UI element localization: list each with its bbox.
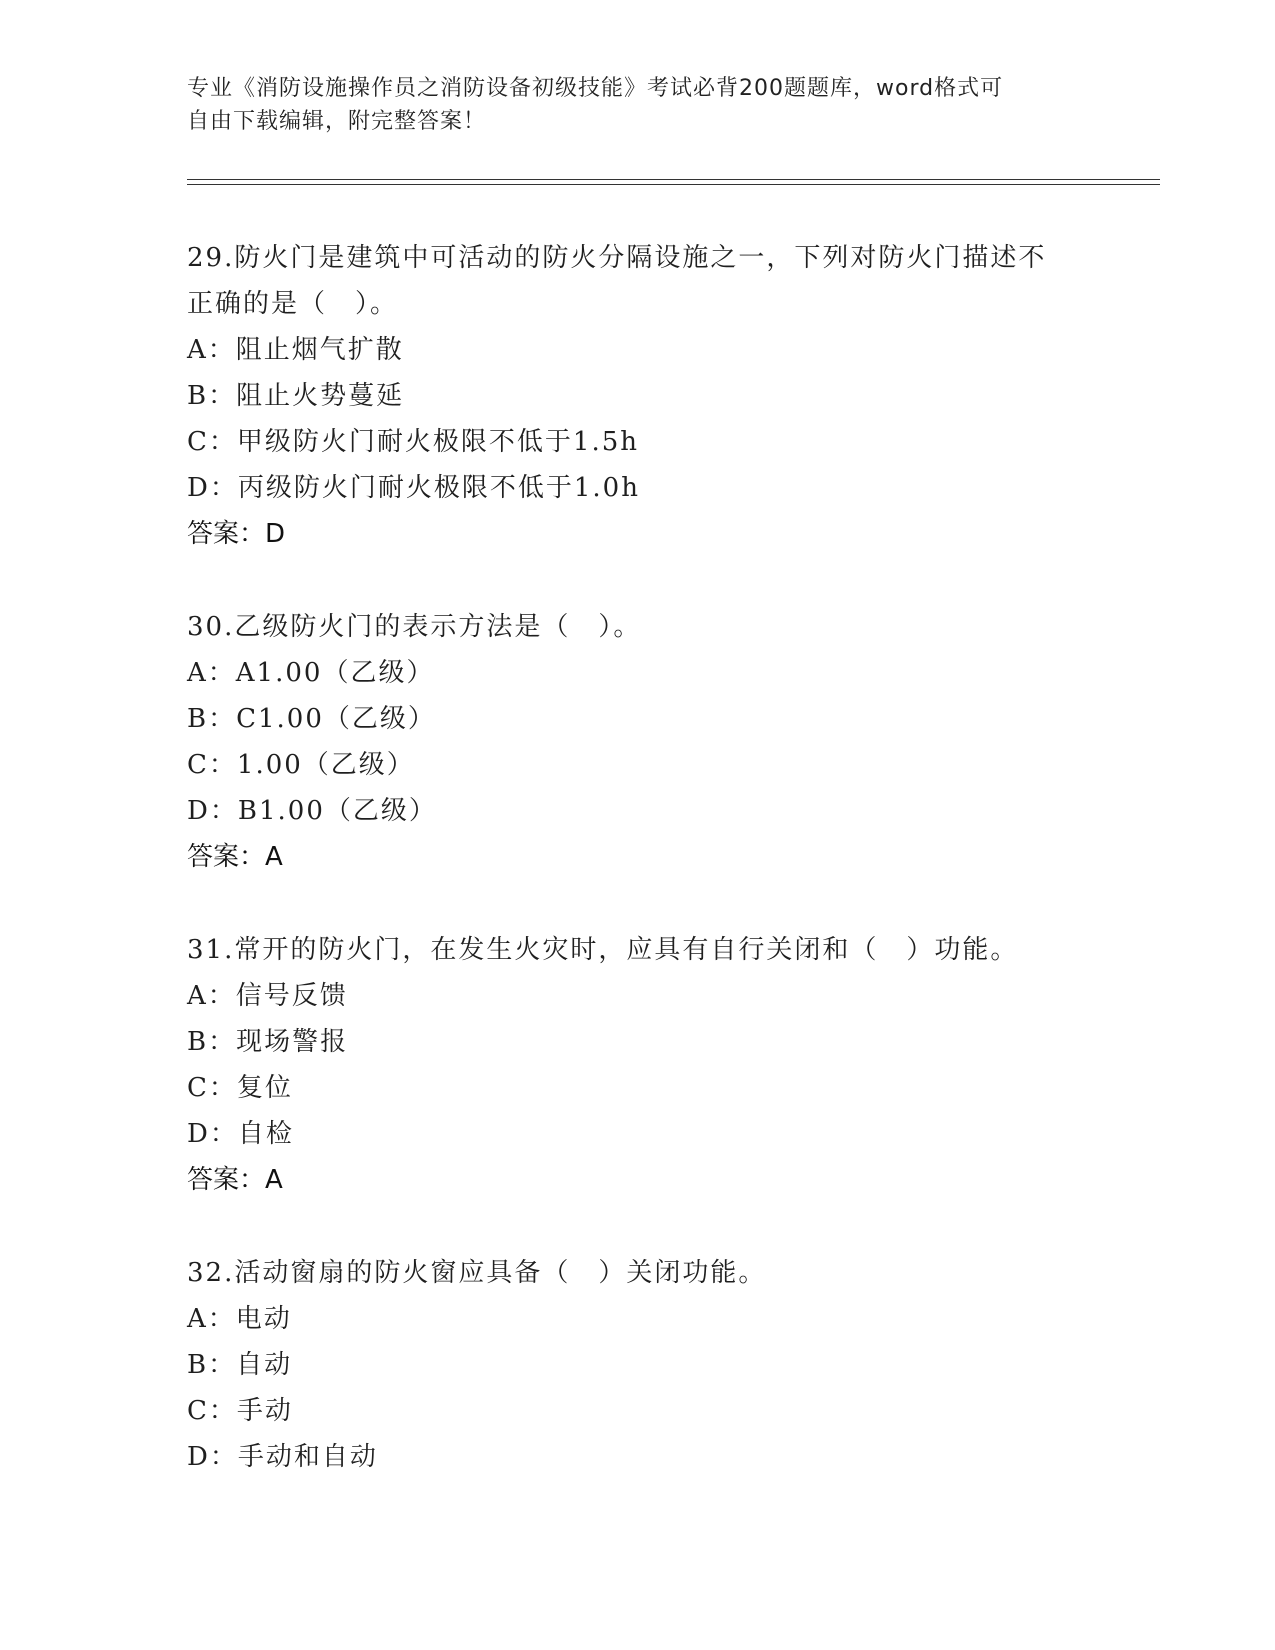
option-letter: D：	[187, 796, 238, 826]
option-letter: A：	[187, 981, 236, 1011]
option-text: 自检	[237, 1119, 294, 1149]
question-29	[187, 235, 1087, 557]
option-text: 自动	[236, 1350, 293, 1380]
option-letter: B：	[187, 381, 237, 411]
question-31	[187, 927, 1087, 1203]
option-a	[187, 973, 1087, 1019]
answer-line: 答案：A	[187, 1165, 283, 1195]
option-text: 阻止火势蔓延	[236, 381, 405, 411]
option-letter: A：	[187, 335, 236, 365]
option-text: 手动	[236, 1396, 293, 1426]
option-text: 阻止烟气扩散	[235, 335, 404, 365]
option-text: 甲级防火门耐火极限不低于1.5h	[236, 427, 640, 457]
option-letter: C：	[187, 1396, 237, 1426]
option-letter: A：	[187, 658, 236, 688]
option-text: B1.00（乙级）	[237, 796, 437, 826]
option-text: A1.00（乙级）	[235, 658, 435, 688]
question-stem-line-2: 正确的是（ ）。	[187, 289, 399, 319]
question-list	[187, 235, 1087, 1527]
answer-line: 答案：D	[187, 519, 286, 549]
header-line-1: 专业《消防设施操作员之消防设备初级技能》考试必背200题题库，word格式可	[187, 76, 1004, 101]
header-divider-top	[187, 179, 1160, 180]
option-b	[187, 373, 1087, 419]
option-a	[187, 650, 1087, 696]
option-letter: B：	[187, 704, 237, 734]
option-d	[187, 1434, 1087, 1480]
option-letter: C：	[187, 750, 237, 780]
option-c	[187, 1388, 1087, 1434]
option-text: 1.00（乙级）	[236, 750, 415, 780]
option-letter: D：	[187, 1442, 238, 1472]
option-letter: A：	[187, 1304, 236, 1334]
header-line-2: 自由下载编辑，附完整答案！	[187, 109, 487, 134]
question-stem-line-1: 30.乙级防火门的表示方法是（ ）。	[187, 612, 642, 642]
option-letter: B：	[187, 1027, 237, 1057]
option-c	[187, 419, 1087, 465]
option-d	[187, 788, 1087, 834]
option-c	[187, 742, 1087, 788]
option-text: 手动和自动	[237, 1442, 378, 1472]
header-divider-bottom	[187, 184, 1160, 185]
option-letter: D：	[187, 473, 238, 503]
answer-line: 答案：A	[187, 842, 283, 872]
question-stem-line-1: 32.活动窗扇的防火窗应具备（ ）关闭功能。	[187, 1258, 767, 1288]
option-a	[187, 327, 1087, 373]
question-30	[187, 604, 1087, 880]
option-b	[187, 696, 1087, 742]
option-text: C1.00（乙级）	[236, 704, 436, 734]
option-letter: C：	[187, 427, 237, 457]
option-b	[187, 1019, 1087, 1065]
question-stem-line-1: 31.常开的防火门，在发生火灾时，应具有自行关闭和（ ）功能。	[187, 935, 1019, 965]
option-letter: D：	[187, 1119, 238, 1149]
option-a	[187, 1296, 1087, 1342]
option-letter: B：	[187, 1350, 237, 1380]
option-d	[187, 1111, 1087, 1157]
question-stem-line-1: 29.防火门是建筑中可活动的防火分隔设施之一，下列对防火门描述不	[187, 243, 1047, 273]
option-text: 现场警报	[236, 1027, 349, 1057]
option-b	[187, 1342, 1087, 1388]
option-text: 信号反馈	[235, 981, 348, 1011]
question-32	[187, 1250, 1087, 1480]
option-text: 复位	[236, 1073, 293, 1103]
document-header	[187, 72, 1067, 138]
option-letter: C：	[187, 1073, 237, 1103]
option-text: 电动	[235, 1304, 292, 1334]
option-d	[187, 465, 1087, 511]
option-c	[187, 1065, 1087, 1111]
option-text: 丙级防火门耐火极限不低于1.0h	[237, 473, 640, 503]
